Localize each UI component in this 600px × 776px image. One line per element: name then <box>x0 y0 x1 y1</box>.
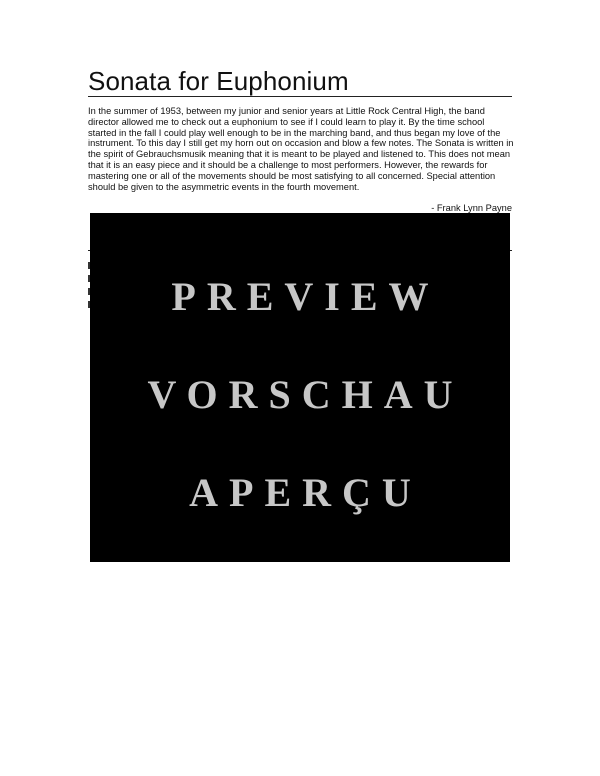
intro-paragraph: In the summer of 1953, between my junior and senior years at Little Rock Central High, the band director allowed me to check out a euphonium to see if I could learn to play it. By the time school started in the fall I could play well enough to be in the marching band, and thus began my love of the instrument. To this day I still get my horn out on occasion and blow a few notes. The Sonata is written in the spirit of Gebrauchsmusik meaning that it is meant to be played and listened to. This does not mean that it is an easy piece and it should be a challenge to most performers. However, the rewards for mastering one or all of the movements should be most satisfying to all concerned. Special attention should be given to the asymmetric events in the fourth movement. <box>88 106 514 192</box>
page-title: Sonata for Euphonium <box>88 66 349 96</box>
title-divider <box>88 96 512 97</box>
author-signature: - Frank Lynn Payne <box>431 203 512 213</box>
watermark-vorschau-text: VORSCHAU <box>147 372 464 417</box>
preview-watermark-overlay <box>90 213 510 562</box>
watermark-preview-text: PREVIEW <box>171 274 440 319</box>
watermark-apercu-text: APERÇU <box>189 470 422 515</box>
